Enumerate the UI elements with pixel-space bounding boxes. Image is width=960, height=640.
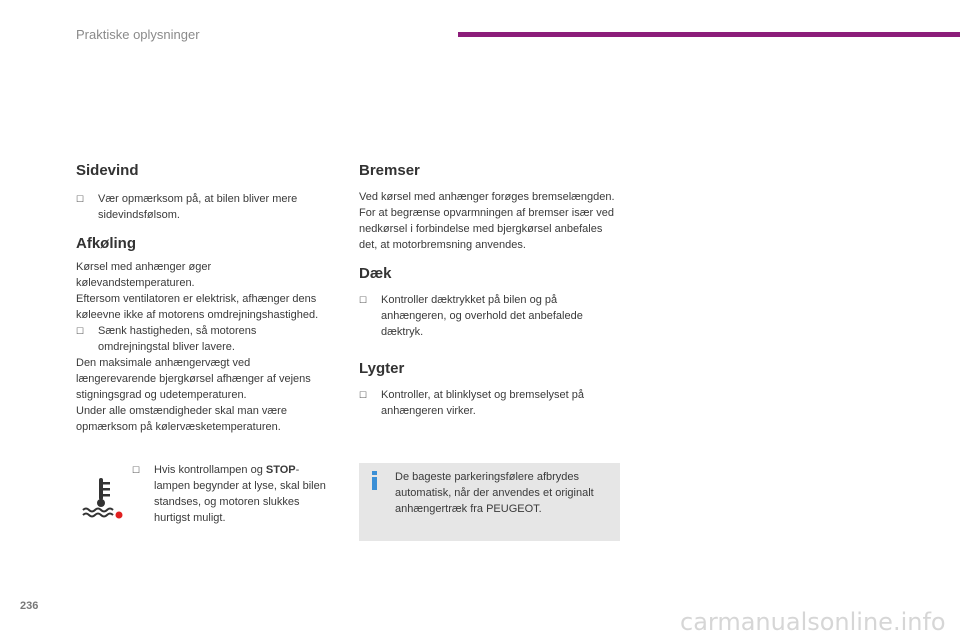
paragraph: For at begrænse opvarmningen af bremser især ved nedkørsel i forbindelse med bjergkørsel anbefales det, at motorbremsning anvendes. xyxy=(359,207,614,251)
heading-lygter: Lygter xyxy=(359,360,405,377)
paragraph: Kørsel med anhænger øger kølevandstemperaturen. xyxy=(76,261,212,289)
bullet-sidevind: ☐ Vær opmærksom på, at bilen bliver mere sidevindsfølsom. xyxy=(76,193,298,221)
checkbox-bullet-icon: ☐ xyxy=(359,390,368,400)
watermark: carmanualsonline.info xyxy=(680,608,946,636)
paragraph: Ved kørsel med anhænger forøges bremselængden. xyxy=(359,191,615,203)
bullet-afkoling: ☐ Sænk hastigheden, så motorens omdrejningstal bliver lavere. xyxy=(76,325,257,353)
info-box xyxy=(359,463,620,541)
checkbox-bullet-icon: ☐ xyxy=(76,326,85,336)
info-text: De bageste parkeringsfølere afbrydes automatisk, når der anvendes et originalt anhængertræk fra PEUGEOT. xyxy=(395,471,594,515)
coolant-temperature-icon xyxy=(80,476,124,520)
left-column xyxy=(76,162,326,435)
checkbox-bullet-icon: ☐ xyxy=(132,465,141,475)
header-accent-bar xyxy=(458,32,960,37)
warning-block xyxy=(76,462,326,532)
right-column xyxy=(359,162,621,419)
bullet-lygter: ☐ Kontroller, at blinklyset og bremselyset på anhængeren virker. xyxy=(359,389,584,417)
checkbox-bullet-icon: ☐ xyxy=(76,194,85,204)
paragraph: Den maksimale anhængervægt ved længerevarende bjergkørsel afhænger af vejens stigningsgrad og udetemperaturen. xyxy=(76,357,311,401)
bullet-daek: ☐ Kontroller dæktrykket på bilen og på anhængeren, og overhold det anbefalede dæktryk. xyxy=(359,294,583,338)
checkbox-bullet-icon: ☐ xyxy=(359,295,368,305)
heading-afkoling: Afkøling xyxy=(76,235,136,252)
paragraph: Eftersom ventilatoren er elektrisk, afhænger dens køleevne ikke af motorens omdrejningshastighed. xyxy=(76,293,319,321)
heading-daek: Dæk xyxy=(359,265,392,282)
paragraph: Under alle omstændigheder skal man være opmærksom på kølervæsketemperaturen. xyxy=(76,405,287,433)
heading-bremser: Bremser xyxy=(359,162,420,179)
warning-text: ☐ Hvis kontrollampen og STOP-lampen begynder at lyse, skal bilen standses, og motoren slukkes hurtigst muligt. xyxy=(132,464,326,524)
heading-sidevind: Sidevind xyxy=(76,162,139,179)
page-header-title: Praktiske oplysninger xyxy=(76,27,200,42)
info-icon xyxy=(369,471,380,490)
page-number: 236 xyxy=(20,600,39,612)
